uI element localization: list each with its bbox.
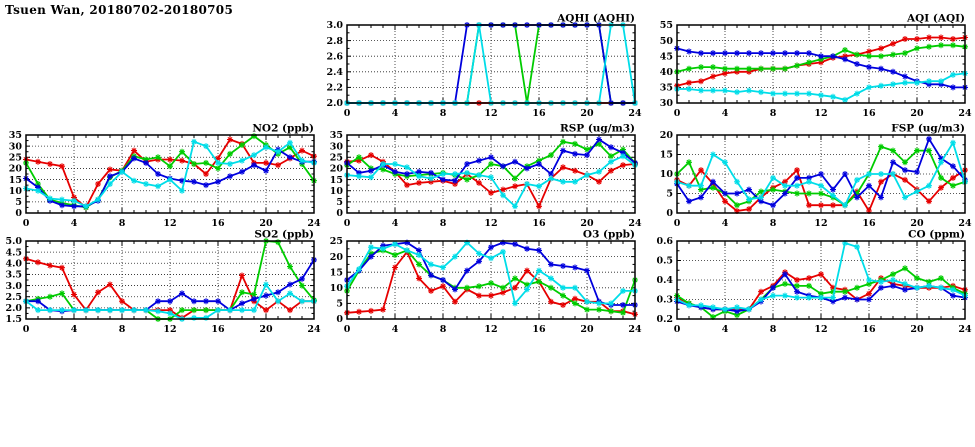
svg-text:30: 30 (329, 141, 343, 153)
svg-text:15: 15 (329, 174, 343, 186)
svg-text:4.0: 4.0 (5, 258, 22, 270)
chart-aqi (651, 11, 975, 127)
svg-text:0: 0 (673, 324, 681, 335)
svg-text:2.5: 2.5 (5, 291, 22, 303)
svg-text:20: 20 (580, 324, 594, 335)
svg-text:16: 16 (211, 324, 225, 335)
svg-text:4: 4 (391, 218, 399, 229)
chart-co-svg (651, 227, 975, 339)
svg-text:5: 5 (15, 197, 22, 209)
svg-text:20: 20 (910, 108, 924, 119)
no2-chart-title: NO2 (ppb) (252, 122, 314, 135)
chart-so2-svg (0, 227, 330, 339)
fsp-chart-title: FSP (ug/m3) (891, 122, 965, 135)
svg-text:0: 0 (336, 314, 343, 326)
svg-text:20: 20 (659, 130, 673, 142)
svg-text:24: 24 (628, 108, 642, 119)
svg-text:24: 24 (307, 218, 321, 229)
svg-text:12: 12 (814, 324, 828, 335)
co-tick-labels (656, 236, 972, 335)
svg-text:55: 55 (659, 20, 673, 32)
svg-text:8: 8 (439, 218, 447, 229)
svg-text:16: 16 (532, 218, 546, 229)
svg-text:20: 20 (329, 163, 343, 175)
svg-text:16: 16 (211, 218, 225, 229)
svg-text:5: 5 (666, 188, 673, 200)
svg-text:35: 35 (329, 130, 343, 142)
aqhi-chart-title: AQHI (AQHI) (557, 12, 635, 25)
svg-text:20: 20 (8, 163, 22, 175)
svg-text:20: 20 (259, 324, 273, 335)
svg-text:12: 12 (814, 218, 828, 229)
svg-text:12: 12 (163, 324, 177, 335)
chart-aqi-svg (651, 11, 975, 123)
svg-text:12: 12 (484, 108, 498, 119)
svg-text:0: 0 (22, 218, 30, 229)
svg-text:12: 12 (814, 108, 828, 119)
svg-text:5.0: 5.0 (5, 236, 22, 248)
svg-text:16: 16 (532, 108, 546, 119)
svg-text:30: 30 (659, 98, 673, 110)
svg-text:2.2: 2.2 (326, 82, 343, 94)
svg-text:20: 20 (580, 218, 594, 229)
svg-text:24: 24 (628, 218, 642, 229)
chart-fsp (651, 121, 975, 237)
chart-co (651, 227, 975, 343)
aqi-tick-labels (660, 20, 972, 119)
rsp-chart-title: RSP (ug/m3) (559, 122, 635, 135)
svg-text:8: 8 (118, 218, 126, 229)
svg-text:10: 10 (329, 185, 343, 197)
svg-text:5: 5 (336, 197, 343, 209)
aqi-chart-title: AQI (AQI) (906, 12, 965, 25)
svg-text:12: 12 (484, 218, 498, 229)
svg-text:4: 4 (721, 324, 729, 335)
svg-text:0: 0 (336, 208, 343, 220)
svg-text:25: 25 (8, 152, 22, 164)
svg-text:35: 35 (8, 130, 22, 142)
fsp-tick-labels (660, 130, 972, 229)
svg-text:2.0: 2.0 (326, 98, 343, 110)
no2-gridlines (26, 135, 314, 213)
svg-text:0: 0 (343, 324, 351, 335)
svg-text:0: 0 (343, 108, 351, 119)
so2-tick-labels (5, 236, 321, 335)
so2-chart-title: SO2 (ppb) (254, 228, 314, 241)
page-title: Tsuen Wan, 20180702-20180705 (5, 3, 234, 17)
chart-rsp-svg (321, 121, 651, 233)
svg-text:0.3: 0.3 (656, 294, 673, 306)
svg-text:24: 24 (628, 324, 642, 335)
chart-fsp-svg (651, 121, 975, 233)
svg-text:40: 40 (659, 67, 673, 78)
svg-text:8: 8 (769, 324, 777, 335)
svg-text:16: 16 (532, 324, 546, 335)
chart-o3 (321, 227, 651, 343)
svg-text:12: 12 (163, 218, 177, 229)
svg-text:35: 35 (659, 82, 673, 94)
svg-text:4: 4 (721, 108, 729, 119)
o3-chart-title: O3 (ppb) (582, 228, 635, 241)
svg-text:25: 25 (329, 236, 343, 248)
svg-text:20: 20 (329, 251, 343, 263)
svg-text:0: 0 (673, 108, 681, 119)
svg-text:2.0: 2.0 (5, 303, 22, 315)
svg-text:50: 50 (659, 35, 673, 47)
chart-so2 (0, 227, 330, 343)
svg-text:4: 4 (391, 324, 399, 335)
svg-text:8: 8 (439, 324, 447, 335)
svg-text:2.4: 2.4 (326, 67, 343, 78)
svg-text:24: 24 (958, 108, 972, 119)
co-chart-title: CO (ppm) (908, 228, 965, 241)
chart-aqhi-svg (321, 11, 651, 123)
svg-text:24: 24 (958, 218, 972, 229)
svg-text:0: 0 (343, 218, 351, 229)
svg-text:45: 45 (659, 51, 673, 63)
svg-text:0: 0 (22, 324, 30, 335)
svg-text:15: 15 (329, 267, 343, 279)
chart-no2-svg (0, 121, 330, 233)
svg-text:20: 20 (910, 218, 924, 229)
svg-text:16: 16 (862, 108, 876, 119)
svg-text:25: 25 (329, 152, 343, 164)
svg-text:4: 4 (70, 324, 78, 335)
svg-text:24: 24 (307, 324, 321, 335)
svg-text:15: 15 (8, 174, 22, 186)
svg-text:30: 30 (8, 141, 22, 153)
svg-text:4: 4 (391, 108, 399, 119)
chart-rsp (321, 121, 651, 237)
svg-text:4.5: 4.5 (5, 247, 22, 259)
svg-text:20: 20 (910, 324, 924, 335)
svg-text:0.6: 0.6 (656, 236, 673, 248)
svg-text:20: 20 (259, 218, 273, 229)
svg-text:0: 0 (673, 218, 681, 229)
svg-text:8: 8 (118, 324, 126, 335)
svg-text:8: 8 (769, 108, 777, 119)
svg-text:4: 4 (70, 218, 78, 229)
svg-text:24: 24 (958, 324, 972, 335)
svg-text:12: 12 (484, 324, 498, 335)
svg-text:0: 0 (15, 208, 22, 220)
svg-text:16: 16 (862, 324, 876, 335)
svg-text:0.4: 0.4 (656, 275, 673, 287)
svg-text:2.6: 2.6 (326, 51, 343, 63)
svg-text:10: 10 (329, 283, 343, 294)
svg-text:10: 10 (659, 169, 673, 181)
svg-text:2.8: 2.8 (326, 35, 343, 47)
svg-text:15: 15 (659, 149, 673, 161)
svg-text:16: 16 (862, 218, 876, 229)
chart-aqhi (321, 11, 651, 127)
svg-text:20: 20 (580, 108, 594, 119)
svg-text:3.5: 3.5 (5, 269, 22, 281)
chart-o3-svg (321, 227, 651, 339)
svg-text:0.5: 0.5 (656, 255, 673, 267)
svg-text:8: 8 (769, 218, 777, 229)
svg-text:4: 4 (721, 218, 729, 229)
svg-text:8: 8 (439, 108, 447, 119)
svg-text:3.0: 3.0 (326, 20, 343, 32)
svg-text:3.0: 3.0 (5, 280, 22, 292)
aqhi-gridlines (347, 25, 635, 103)
chart-no2 (0, 121, 330, 237)
svg-text:0: 0 (666, 208, 673, 220)
aqhi-tick-labels (326, 20, 642, 119)
svg-text:10: 10 (8, 185, 22, 197)
svg-text:0.2: 0.2 (656, 314, 673, 326)
svg-text:1.5: 1.5 (5, 314, 22, 326)
svg-text:5: 5 (336, 298, 343, 310)
